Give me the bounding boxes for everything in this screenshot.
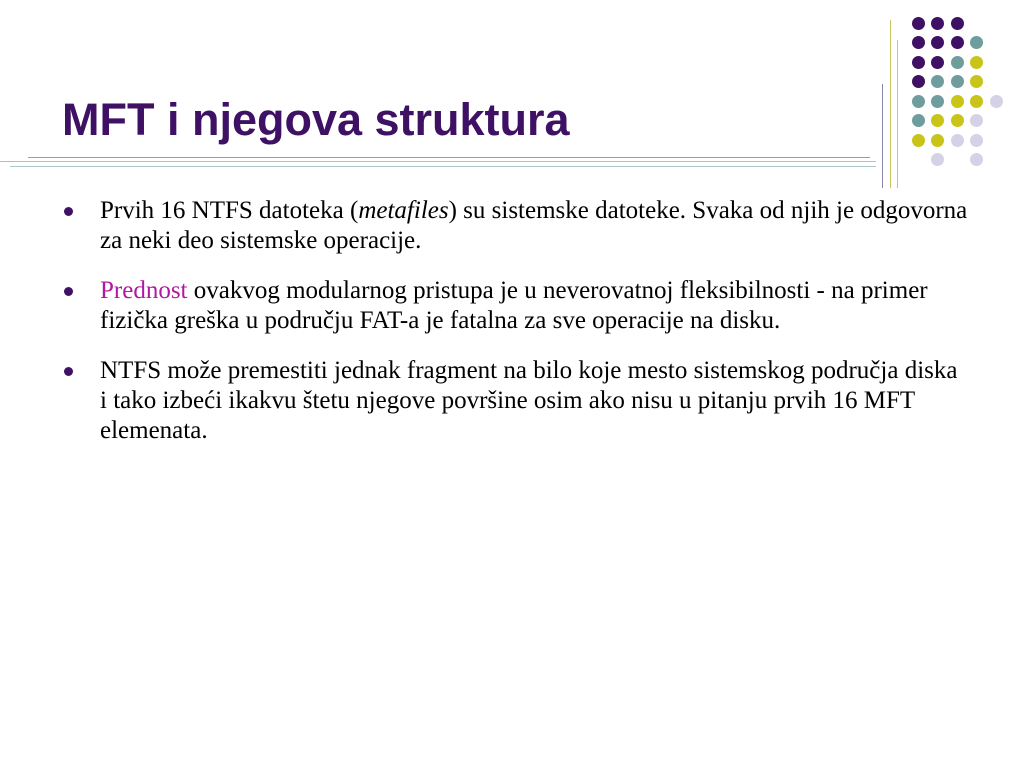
- bullet-italic-term: metafiles: [358, 197, 449, 224]
- slide-title: MFT i njegova struktura: [62, 94, 570, 145]
- decor-dot-yellow: [951, 95, 964, 108]
- decor-dot-lavender: [970, 114, 983, 127]
- decor-dot-purple: [912, 17, 925, 30]
- bullet-text: ) su sistemske datoteke. Svaka od njih je odgovorna za neki deo sistemske operacije.: [100, 197, 968, 254]
- decor-dot-yellow: [931, 114, 944, 127]
- decor-dot-teal: [951, 56, 964, 69]
- decor-dot-yellow: [912, 134, 925, 147]
- bullet-item-prednost: [100, 276, 970, 336]
- decor-dot-teal: [931, 95, 944, 108]
- decor-dot-lavender: [970, 153, 983, 166]
- bullet-text: Prvih 16 NTFS datoteka (: [100, 197, 359, 224]
- decor-vertical-line-yellow: [890, 20, 891, 188]
- decor-dot-purple: [912, 56, 925, 69]
- decor-dot-teal: [951, 75, 964, 88]
- decor-dot-purple: [912, 36, 925, 49]
- bullet-highlight-word: Prednost: [100, 277, 188, 304]
- decor-dot-yellow: [970, 56, 983, 69]
- bullet-item-ntfs-fragment: [100, 356, 970, 446]
- bullet-list: [100, 196, 970, 466]
- title-underline-yellow: [0, 161, 876, 162]
- title-underline-teal: [10, 166, 876, 167]
- decor-dot-purple: [912, 75, 925, 88]
- decor-dot-purple: [951, 17, 964, 30]
- decor-dot-purple: [951, 36, 964, 49]
- decor-dot-lavender: [931, 153, 944, 166]
- bullet-text: NTFS može premestiti jednak fragment na bilo koje mesto sistemskog područja diska i tako izbeći ikakvu štetu njegove površine osim ako nisu u pitanju prvih 16 MFT elemenata.: [100, 357, 958, 444]
- decor-vertical-line-teal: [897, 40, 898, 188]
- decor-dot-purple: [931, 36, 944, 49]
- decor-dot-lavender: [990, 95, 1003, 108]
- decor-dot-lavender: [951, 134, 964, 147]
- bullet-text: ovakvog modularnog pristupa je u neverovatnoj fleksibilnosti - na primer fizička greška u području FAT-a je fatalna za sve operacije na disku.: [100, 277, 928, 334]
- decor-vertical-line-purple: [882, 84, 883, 188]
- bullet-item-metafiles: [100, 196, 970, 256]
- decor-dot-yellow: [951, 114, 964, 127]
- title-underline-purple: [28, 157, 870, 158]
- decor-dot-teal: [912, 114, 925, 127]
- decor-dot-yellow: [931, 134, 944, 147]
- decor-dot-teal: [970, 36, 983, 49]
- decor-dot-purple: [931, 17, 944, 30]
- decor-dot-purple: [931, 56, 944, 69]
- decor-dot-teal: [912, 95, 925, 108]
- decor-dot-yellow: [970, 75, 983, 88]
- decor-dot-teal: [931, 75, 944, 88]
- decor-dot-yellow: [970, 95, 983, 108]
- decor-dot-lavender: [970, 134, 983, 147]
